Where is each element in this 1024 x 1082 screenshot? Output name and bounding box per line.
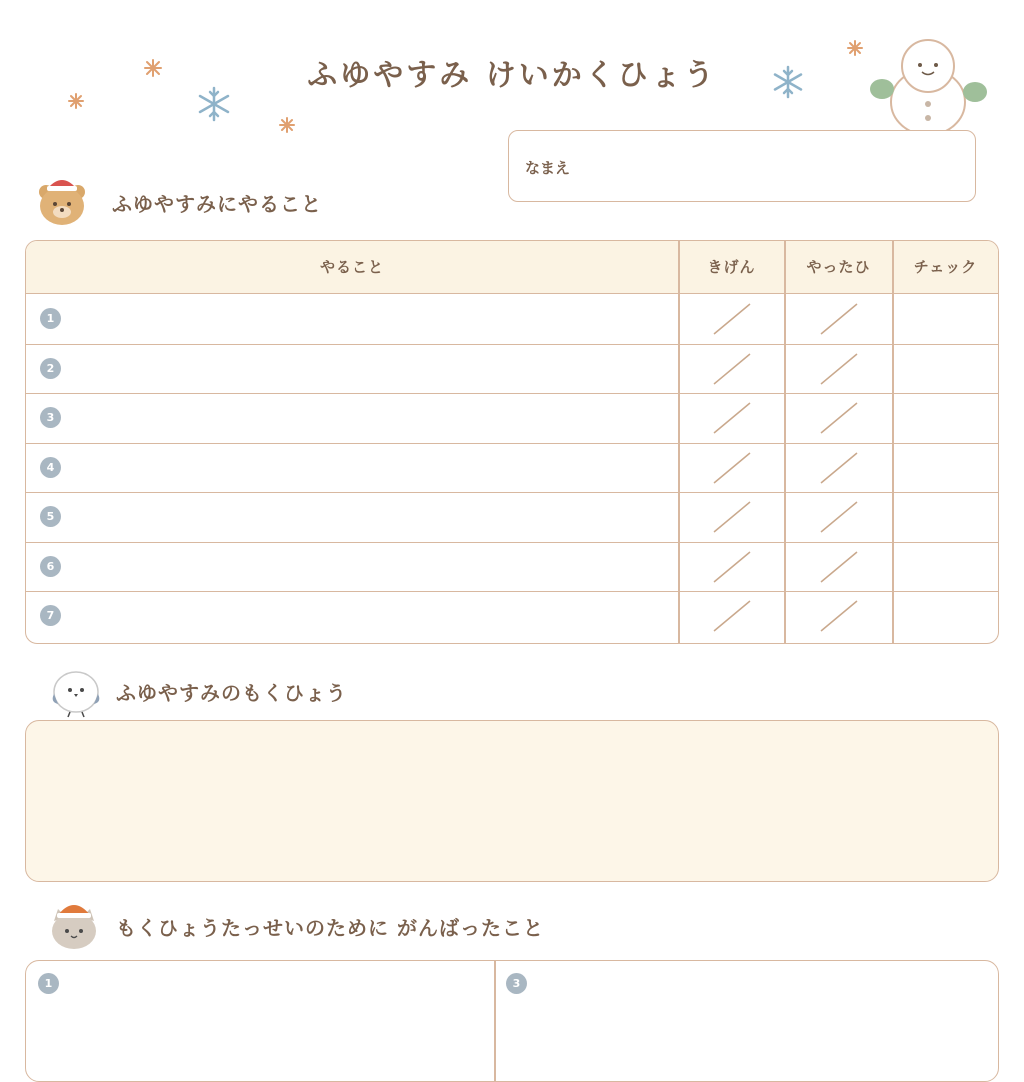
row-number-badge: 6 — [40, 556, 61, 577]
table-row — [26, 294, 998, 345]
cat-santa-hat-icon — [44, 895, 104, 955]
header-deadline: きげん — [707, 258, 756, 276]
date-slash-icon — [712, 451, 752, 485]
date-slash-icon — [819, 451, 859, 485]
date-slash-icon — [819, 352, 859, 386]
effort-item-3[interactable] — [496, 961, 998, 1081]
date-slash-icon — [819, 401, 859, 435]
date-slash-icon — [819, 599, 859, 633]
row-number-badge: 2 — [40, 358, 61, 379]
table-row — [26, 443, 998, 493]
check-cell[interactable] — [893, 294, 998, 344]
effort-item-1[interactable] — [26, 961, 494, 1081]
date-slash-icon — [819, 302, 859, 336]
header-check: チェック — [913, 258, 978, 276]
task-cell[interactable] — [68, 294, 676, 344]
deadline-cell[interactable] — [679, 443, 784, 492]
task-cell[interactable] — [68, 542, 676, 591]
done-date-cell[interactable] — [785, 344, 892, 393]
task-cell[interactable] — [68, 393, 676, 443]
done-date-cell[interactable] — [785, 393, 892, 443]
bird-icon — [46, 660, 106, 720]
date-slash-icon — [712, 352, 752, 386]
task-cell[interactable] — [68, 443, 676, 492]
row-number-badge: 7 — [40, 605, 61, 626]
header-done-date: やったひ — [806, 258, 871, 276]
task-table — [25, 240, 999, 644]
task-cell[interactable] — [68, 591, 676, 641]
check-cell[interactable] — [893, 542, 998, 591]
task-cell[interactable] — [68, 344, 676, 393]
goal-input-box[interactable] — [25, 720, 999, 882]
effort-box — [25, 960, 999, 1082]
deadline-cell[interactable] — [679, 492, 784, 542]
section-goal-title: ふゆやすみのもくひょう — [116, 681, 347, 705]
date-slash-icon — [712, 500, 752, 534]
done-date-cell[interactable] — [785, 294, 892, 344]
check-cell[interactable] — [893, 591, 998, 641]
date-slash-icon — [712, 550, 752, 584]
date-slash-icon — [712, 401, 752, 435]
table-body — [26, 294, 998, 643]
task-cell[interactable] — [68, 492, 676, 542]
date-slash-icon — [819, 500, 859, 534]
deadline-cell[interactable] — [679, 542, 784, 591]
row-number-badge: 4 — [40, 457, 61, 478]
name-field[interactable] — [508, 130, 976, 202]
check-cell[interactable] — [893, 393, 998, 443]
column-divider — [784, 241, 786, 643]
deadline-cell[interactable] — [679, 591, 784, 641]
table-header — [26, 241, 998, 294]
row-number-badge: 5 — [40, 506, 61, 527]
check-cell[interactable] — [893, 443, 998, 492]
deadline-cell[interactable] — [679, 294, 784, 344]
name-field-label: なまえ — [525, 159, 571, 177]
number-badge: 1 — [38, 973, 59, 994]
date-slash-icon — [819, 550, 859, 584]
done-date-cell[interactable] — [785, 591, 892, 641]
page-title: ふゆやすみ けいかくひょう — [307, 58, 717, 93]
table-row — [26, 393, 998, 444]
row-number-badge: 3 — [40, 407, 61, 428]
section-todo-title: ふゆやすみにやること — [112, 192, 322, 216]
number-badge: 3 — [506, 973, 527, 994]
check-cell[interactable] — [893, 344, 998, 393]
section-effort-title: もくひょうたっせいのために がんばったこと — [116, 916, 544, 940]
check-cell[interactable] — [893, 492, 998, 542]
deadline-cell[interactable] — [679, 393, 784, 443]
column-divider — [678, 241, 680, 643]
bear-santa-hat-icon — [32, 170, 92, 230]
done-date-cell[interactable] — [785, 443, 892, 492]
done-date-cell[interactable] — [785, 542, 892, 591]
header-task: やること — [319, 258, 384, 276]
row-number-badge: 1 — [40, 308, 61, 329]
table-row — [26, 591, 998, 641]
column-divider — [892, 241, 894, 643]
table-row — [26, 344, 998, 394]
date-slash-icon — [712, 599, 752, 633]
done-date-cell[interactable] — [785, 492, 892, 542]
table-row — [26, 542, 998, 592]
date-slash-icon — [712, 302, 752, 336]
table-row — [26, 492, 998, 543]
deadline-cell[interactable] — [679, 344, 784, 393]
